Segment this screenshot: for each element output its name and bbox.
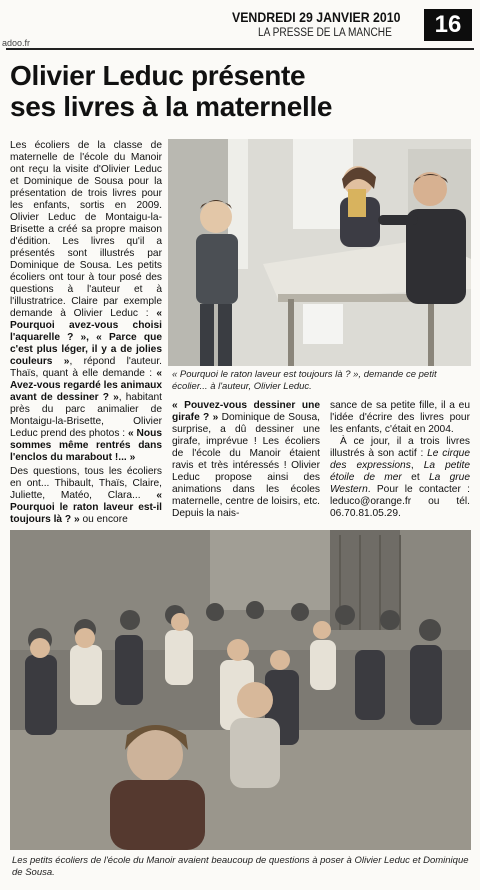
headline-line-2: ses livres à la maternelle [10, 91, 333, 122]
quote: « Nous sommes même rentrés dans l'enclos du marabout !... » [10, 428, 162, 463]
quote: « Avez-vous regardé les animaux avant de dessiner ? » [10, 368, 162, 403]
issue-date: VENDREDI 29 JANVIER 2010 [232, 9, 401, 25]
site-url: adoo.fr [2, 38, 31, 48]
article-column-1 [10, 140, 162, 526]
paragraph [10, 466, 162, 526]
book-title: Le cirque des expressions [330, 448, 470, 471]
body-text: , habitant près du parc animalier de Montaigu-la-Brisette, Olivier Leduc prend des photos : [10, 392, 162, 439]
body-text: Les écoliers de la classe de maternelle de l'école du Manoir ont reçu la visite d'Olivier Leduc et Dominique de Sousa pour la présentation de trois livres pour les enfants, sortis en 2009. Olivier Leduc de Montaigu-la-Brisette a créé sa propre maison d'édition. Les livres qu'il a présentés sont illustrés par Dominique de Sousa. Les petits écoliers ont tour à tour posé des questions à l'auteur et à l'illustratrice. Claire par exemple demande à Olivier Leduc : [10, 140, 162, 319]
paragraph [10, 140, 162, 464]
article-column-2 [172, 400, 320, 520]
photo-classroom-children [10, 530, 471, 850]
quote: « Pourquoi le raton laveur est-il toujours là ? » [10, 490, 162, 525]
photo-author-with-child [168, 139, 471, 366]
body-text: Dominique de Sousa, surprise, a dû dessiner une girafe, imprévue ! Les écoliers de l'école du Manoir étaient ravis et très intéressés ! Olivier Leduc propose ainsi des animations dans les écoles maternelle, centre de loisirs, etc. Depuis la nais- [172, 412, 320, 519]
photo-caption-2: Les petits écoliers de l'école du Manoir avaient beaucoup de questions à poser à Olivier Leduc et Dominique de Sousa. [12, 855, 469, 878]
book-title: La grue Western [330, 472, 470, 495]
paragraph [330, 436, 470, 520]
photo-caption-1: « Pourquoi le raton laveur est toujours là ? », demande ce petit écolier... à l'auteur, Olivier Leduc. [172, 369, 437, 392]
quote: « Pouvez-vous dessiner une girafe ? » [172, 400, 320, 423]
body-text: , [410, 460, 414, 471]
newspaper-name: LA PRESSE DE LA MANCHE [258, 27, 392, 39]
quote: « Parce que c'est plus léger, il y a de jolies couleurs » [10, 332, 162, 367]
article-column-3 [330, 400, 470, 520]
body-text: et [411, 472, 420, 483]
paragraph [330, 400, 470, 436]
body-text: sance de sa petite fille, il a eu l'idée d'écrire des livres pour les enfants, c'était en 2004. [330, 400, 470, 435]
body-text: , répond l'auteur. Thaïs, quant à elle demande : [10, 356, 162, 379]
page-number-badge: 16 [424, 9, 472, 41]
headline-line-1: Olivier Leduc présente [10, 60, 306, 91]
header-rule [6, 48, 474, 50]
body-text: ou encore [82, 514, 128, 525]
body-text: Des questions, tous les écoliers en ont... Thibault, Thaïs, Claire, Juliette, Matéo, Clara... [10, 466, 162, 501]
headline [10, 60, 470, 122]
body-text: À ce jour, il a trois livres illustrés à son actif : [330, 436, 470, 459]
body-text: . Pour le contacter : leduco@orange.fr ou tél. 06.70.81.05.29. [330, 484, 470, 519]
quote: « Pourquoi avez-vous choisi l'aquarelle ? », [10, 308, 162, 343]
paragraph [172, 400, 320, 520]
book-title: La petite étoile de mer [330, 460, 470, 483]
